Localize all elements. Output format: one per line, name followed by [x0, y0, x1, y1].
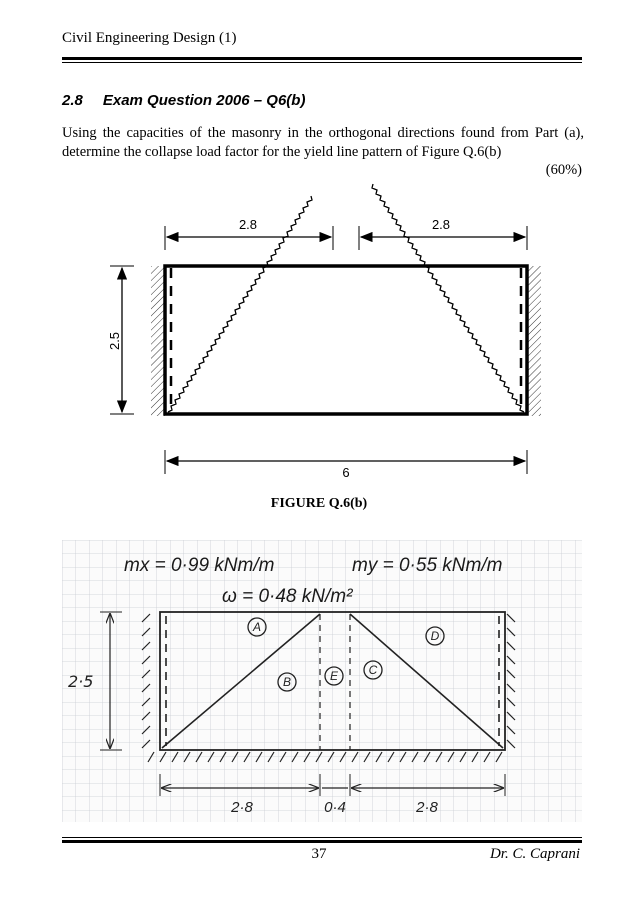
sketch-dim-mid: 0·4: [324, 799, 346, 816]
dim-label-top-right: 2.8: [431, 217, 451, 232]
sketch-region-c: C: [368, 663, 378, 677]
dim-label-top-left: 2.8: [238, 217, 258, 232]
sketch-my: my = 0·55 kNm/m: [352, 555, 503, 576]
sketch-height: 2·5: [68, 672, 94, 691]
dim-label-height: 2.5: [107, 331, 122, 351]
sketch-dim-right: 2·8: [416, 799, 438, 816]
footer-rule-thick: [62, 840, 582, 843]
section-number: 2.8: [62, 92, 83, 109]
figure-caption: FIGURE Q.6(b): [270, 496, 368, 511]
sketch-region-b: B: [282, 675, 292, 689]
marks-percentage: (60%): [545, 162, 582, 178]
hand-sketch: [62, 540, 582, 822]
question-text: Using the capacities of the masonry in the orthogonal directions found from Part (a), determine the collapse load factor for the yield line pattern of Figure Q.6(b): [62, 125, 584, 160]
slab-outline: [165, 266, 527, 414]
sketch-mx: mx = 0·99 kNm/m: [124, 555, 275, 576]
sketch-w: ω = 0·48 kN/m²: [222, 586, 353, 607]
sketch-region-d: D: [430, 629, 440, 643]
sketch-region-a: A: [252, 620, 262, 634]
author: Dr. C. Caprani: [489, 846, 580, 862]
section-title: Exam Question 2006 – Q6(b): [102, 92, 306, 109]
dim-label-bottom: 6: [342, 465, 350, 480]
left-support-hatch: [151, 266, 165, 416]
sketch-dim-left: 2·8: [231, 799, 253, 816]
page-number: 37: [311, 846, 327, 862]
sketch-region-e: E: [329, 669, 339, 683]
footer-rule-thin: [62, 837, 582, 838]
right-support-hatch: [527, 266, 541, 416]
header-title: Civil Engineering Design (1): [62, 30, 237, 46]
